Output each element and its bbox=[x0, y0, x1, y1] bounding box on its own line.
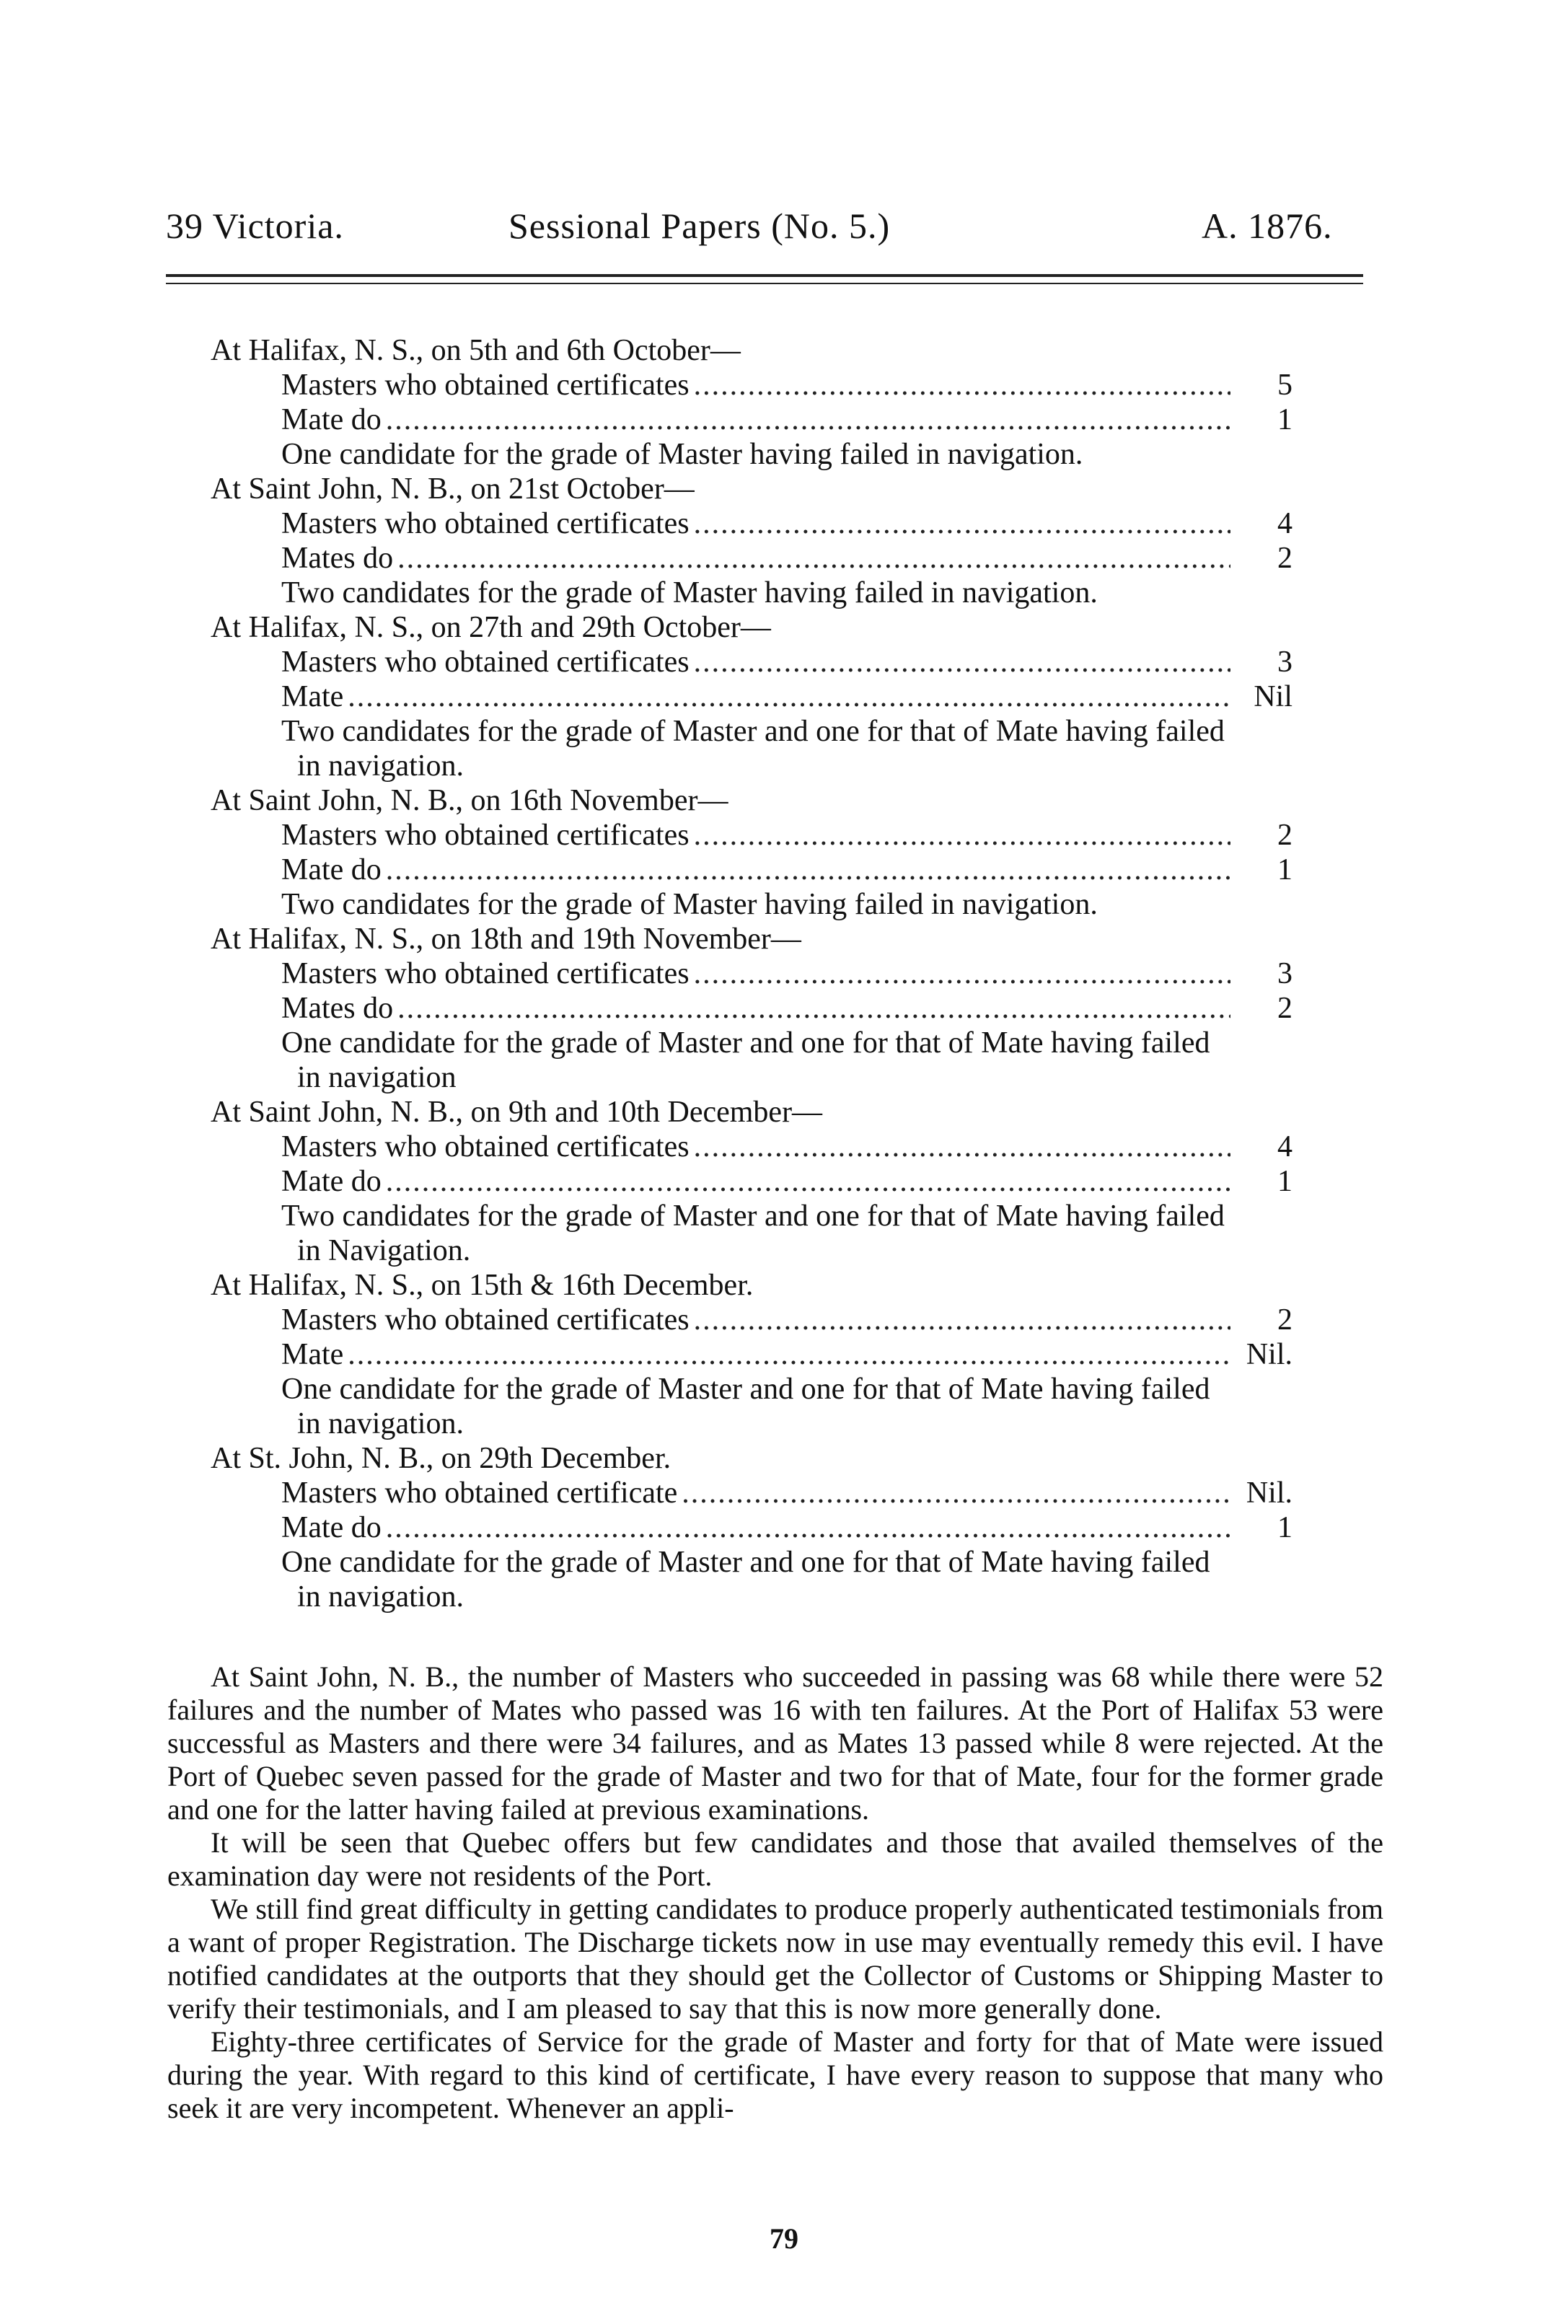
row-label: Masters who obtained certificates bbox=[281, 507, 690, 540]
row-value: 2 bbox=[1277, 819, 1292, 852]
section-note bbox=[211, 1199, 1292, 1268]
row-label: Mate do bbox=[281, 1511, 382, 1544]
section-heading: At St. John, N. B., on 29th December. bbox=[211, 1442, 671, 1475]
row-label: Masters who obtained certificates bbox=[281, 646, 690, 679]
paragraph: We still find great difficulty in getting candidates to produce properly authenticated testimonials from a want of proper Registration. The Discharge tickets now in use may eventually remedy this evil. I have notified candidates at the outports that they should get the Collector of Customs or Shipping Master to verify their testimonials, and I am pleased to say that this is now more generally done. bbox=[167, 1893, 1383, 2025]
note-text: One candidate for the grade of Master and one for that of Mate having failed in navigation. bbox=[281, 1546, 1210, 1614]
paragraph: It will be seen that Quebec offers but few candidates and those that availed themselves of the examination day were not residents of the Port. bbox=[167, 1826, 1383, 1892]
row-value: 3 bbox=[1277, 646, 1292, 679]
row-value: 1 bbox=[1277, 403, 1292, 436]
row-label: Mate bbox=[281, 1338, 344, 1371]
note-text: Two candidates for the grade of Master having failed in navigation. bbox=[281, 576, 1098, 609]
section-heading: At Halifax, N. S., on 27th and 29th October— bbox=[211, 611, 771, 644]
certificate-row bbox=[211, 1130, 1292, 1164]
row-label: Mates do bbox=[281, 992, 394, 1025]
certificate-row bbox=[211, 645, 1292, 679]
row-label: Mate do bbox=[281, 403, 382, 436]
row-label: Masters who obtained certificates bbox=[281, 1130, 690, 1163]
note-text: One candidate for the grade of Master having failed in navigation. bbox=[281, 438, 1083, 471]
section-note bbox=[211, 1026, 1292, 1095]
section-note bbox=[211, 437, 1292, 472]
row-label: Mates do bbox=[281, 542, 394, 575]
header-volume: 39 Victoria. bbox=[166, 206, 344, 246]
certificate-row bbox=[211, 541, 1292, 576]
row-label: Mate do bbox=[281, 853, 382, 886]
section-heading: At Saint John, N. B., on 21st October— bbox=[211, 472, 695, 506]
row-value: 1 bbox=[1277, 853, 1292, 886]
certificate-row bbox=[211, 506, 1292, 541]
header-title: Sessional Papers (No. 5.) bbox=[508, 206, 891, 246]
dot-leader bbox=[694, 1303, 1230, 1337]
row-value: 5 bbox=[1277, 369, 1292, 402]
exam-section bbox=[211, 1441, 1292, 1614]
certificate-row bbox=[211, 1303, 1292, 1337]
section-heading: At Saint John, N. B., on 9th and 10th December— bbox=[211, 1096, 823, 1129]
header-year: A. 1876. bbox=[1202, 206, 1333, 246]
row-value: 4 bbox=[1277, 507, 1292, 540]
row-label: Mate bbox=[281, 680, 344, 713]
dot-leader bbox=[397, 991, 1230, 1026]
row-value: 1 bbox=[1277, 1165, 1292, 1198]
row-label: Masters who obtained certificates bbox=[281, 1303, 690, 1337]
section-note bbox=[211, 1545, 1292, 1614]
page-number: 79 bbox=[770, 2222, 798, 2255]
note-text: One candidate for the grade of Master and one for that of Mate having failed in navigation. bbox=[281, 1373, 1210, 1440]
note-text: Two candidates for the grade of Master having failed in navigation. bbox=[281, 888, 1098, 921]
dot-leader bbox=[348, 679, 1230, 714]
exam-section bbox=[211, 1268, 1292, 1441]
certificate-row bbox=[211, 853, 1292, 887]
exam-section bbox=[211, 472, 1292, 610]
certificate-row bbox=[211, 1337, 1292, 1372]
certificate-row bbox=[211, 956, 1292, 991]
section-heading: At Saint John, N. B., on 16th November— bbox=[211, 784, 728, 817]
exam-section bbox=[211, 610, 1292, 783]
exam-section bbox=[211, 783, 1292, 922]
header-rule bbox=[166, 274, 1363, 277]
exam-section bbox=[211, 922, 1292, 1095]
row-value: 4 bbox=[1277, 1130, 1292, 1163]
dot-leader bbox=[682, 1476, 1230, 1510]
row-label: Masters who obtained certificates bbox=[281, 957, 690, 990]
dot-leader bbox=[386, 1510, 1230, 1545]
row-value: 1 bbox=[1277, 1511, 1292, 1544]
section-note bbox=[211, 1372, 1292, 1441]
row-value: 3 bbox=[1277, 957, 1292, 990]
certificate-row bbox=[211, 368, 1292, 402]
row-value: Nil. bbox=[1246, 1338, 1292, 1371]
certificate-row bbox=[211, 1164, 1292, 1199]
dot-leader bbox=[348, 1337, 1230, 1372]
row-label: Mate do bbox=[281, 1165, 382, 1198]
row-value: 2 bbox=[1277, 1303, 1292, 1337]
row-label: Masters who obtained certificate bbox=[281, 1476, 678, 1510]
certificate-row bbox=[211, 1510, 1292, 1545]
row-value: 2 bbox=[1277, 542, 1292, 575]
row-value: 2 bbox=[1277, 992, 1292, 1025]
dot-leader bbox=[694, 1130, 1230, 1164]
section-note bbox=[211, 887, 1292, 922]
certificate-row bbox=[211, 402, 1292, 437]
running-header bbox=[0, 205, 1568, 255]
dot-leader bbox=[386, 402, 1230, 437]
row-value: Nil bbox=[1254, 680, 1292, 713]
certificate-row bbox=[211, 679, 1292, 714]
dot-leader bbox=[694, 368, 1230, 402]
note-text: One candidate for the grade of Master and one for that of Mate having failed in navigation bbox=[281, 1026, 1210, 1094]
section-heading: At Halifax, N. S., on 18th and 19th November— bbox=[211, 923, 801, 956]
dot-leader bbox=[694, 818, 1230, 853]
row-label: Masters who obtained certificates bbox=[281, 369, 690, 402]
header-rule-thin bbox=[166, 283, 1363, 284]
examination-list bbox=[211, 333, 1292, 1614]
dot-leader bbox=[694, 506, 1230, 541]
dot-leader bbox=[397, 541, 1230, 576]
exam-section bbox=[211, 1095, 1292, 1268]
exam-section bbox=[211, 333, 1292, 472]
row-label: Masters who obtained certificates bbox=[281, 819, 690, 852]
certificate-row bbox=[211, 818, 1292, 853]
section-note bbox=[211, 576, 1292, 610]
section-heading: At Halifax, N. S., on 15th & 16th December. bbox=[211, 1269, 754, 1302]
certificate-row bbox=[211, 991, 1292, 1026]
dot-leader bbox=[386, 1164, 1230, 1199]
dot-leader bbox=[694, 645, 1230, 679]
section-heading: At Halifax, N. S., on 5th and 6th October— bbox=[211, 334, 741, 367]
row-value: Nil. bbox=[1246, 1476, 1292, 1510]
section-note bbox=[211, 714, 1292, 783]
note-text: Two candidates for the grade of Master and one for that of Mate having failed in Navigation. bbox=[281, 1200, 1225, 1267]
dot-leader bbox=[694, 956, 1230, 991]
paragraph: Eighty-three certificates of Service for the grade of Master and forty for that of Mate were issued during the year. With regard to this kind of certificate, I have every reason to suppose that many who seek it are very incompetent. Whenever an appli- bbox=[167, 2025, 1383, 2124]
note-text: Two candidates for the grade of Master and one for that of Mate having failed in navigation. bbox=[281, 715, 1225, 783]
dot-leader bbox=[386, 853, 1230, 887]
certificate-row bbox=[211, 1476, 1292, 1510]
paragraph: At Saint John, N. B., the number of Masters who succeeded in passing was 68 while there were 52 failures and the number of Mates who passed was 16 with ten failures. At the Port of Halifax 53 were successful as Masters and there were 34 failures, and as Mates 13 passed while 8 were rejected. At the Port of Quebec seven passed for the grade of Master and two for that of Mate, four for the former grade and one for the latter having failed at previous examinations. bbox=[167, 1660, 1383, 1826]
body-text bbox=[167, 1660, 1383, 2125]
